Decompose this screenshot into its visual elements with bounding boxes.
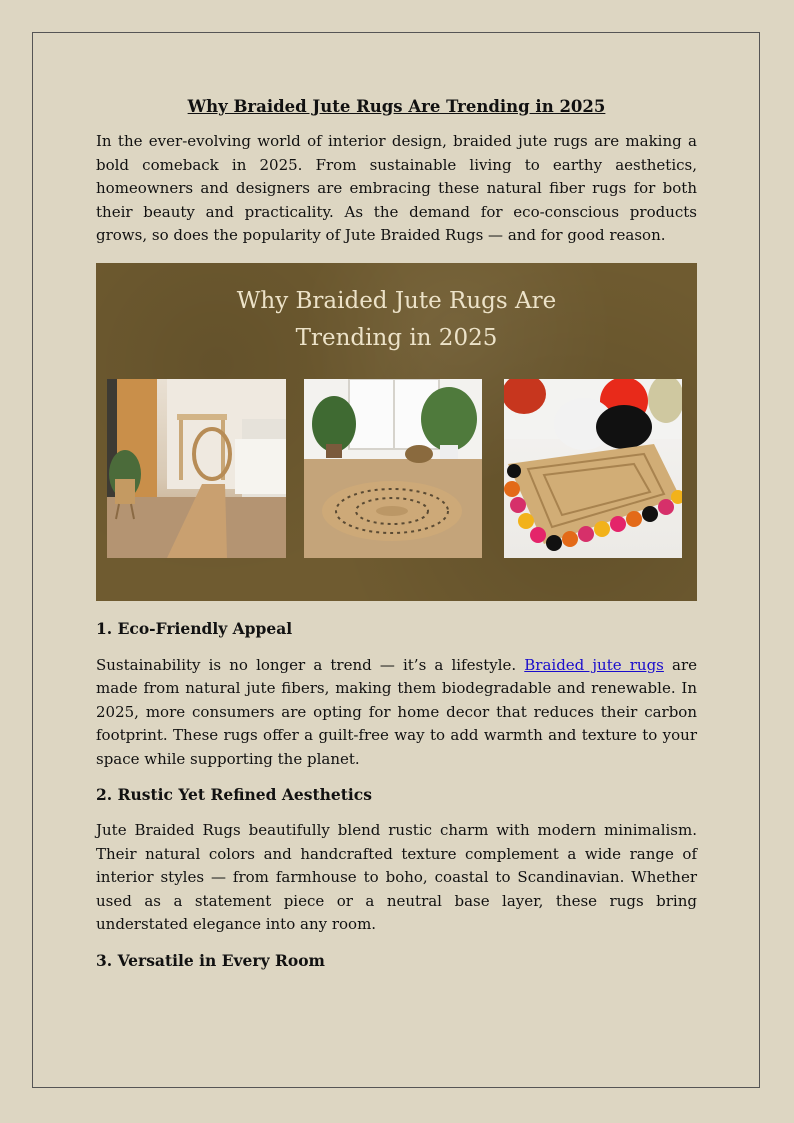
section-body-aesthetics: Jute Braided Rugs beautifully blend rustic charm with modern minimalism. Their natural colors and handcrafted texture complement a wide range of interior styles — from farmhouse to boho, coastal to Scandinavian. Whether used as a statement piece or a neutral base layer, these rugs bring understated elegance into any room. (96, 821, 697, 933)
colorful-border-rug-photo (504, 379, 682, 558)
section-heading-eco: 1. Eco-Friendly Appeal (96, 618, 293, 638)
bedroom-runner-photo (107, 379, 286, 558)
banner-image (96, 263, 697, 601)
round-rug-photo (304, 379, 482, 558)
eco-text-before: Sustainability is no longer a trend — it’s a lifestyle. (96, 655, 525, 674)
section-heading-aesthetics: 2. Rustic Yet Refined Aesthetics (96, 785, 372, 804)
section-body-eco (96, 654, 697, 772)
intro-paragraph: In the ever-evolving world of interior design, braided jute rugs are making a bold comeback in 2025. From sustainable living to earthy aesthetics, homeowners and designers are embracing these natural fiber rugs for both their beauty and practicality. As the demand for eco-conscious products grows, so does the popularity of Jute Braided Rugs — and for good reason. (96, 132, 697, 244)
article (96, 96, 697, 972)
banner-title-line1: Why Braided Jute Rugs Are (236, 287, 557, 314)
section-heading-versatile: 3. Versatile in Every Room (96, 950, 325, 970)
banner-title-line2: Trending in 2025 (295, 324, 498, 351)
article-title: Why Braided Jute Rugs Are Trending in 2025 (187, 97, 606, 116)
eco-text-after: are made from natural jute fibers, making them biodegradable and renewable. In 2025, more consumers are opting for home decor that reduces their carbon footprint. These rugs offer a guilt-free way to add warmth and texture to your space while supporting the planet. (96, 655, 698, 768)
banner-title (96, 283, 697, 357)
braided-jute-rugs-link[interactable]: Braided jute rugs (524, 655, 664, 674)
